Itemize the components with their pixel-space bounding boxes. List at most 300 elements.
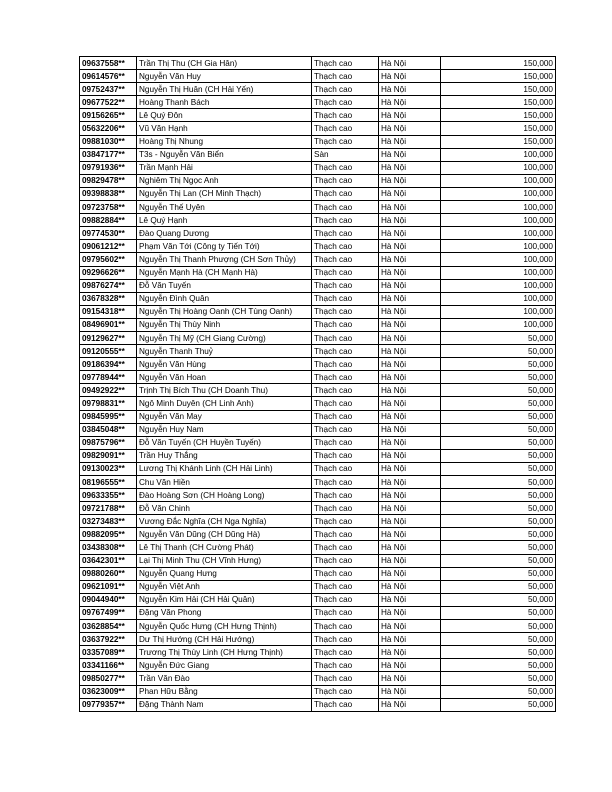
amount-cell: 100,000 [441, 292, 556, 305]
name-cell: Trần Thị Thu (CH Gia Hân) [137, 57, 312, 70]
table-row [80, 83, 556, 96]
city-cell: Hà Nội [379, 633, 441, 646]
phone-cell: 09614576** [80, 70, 137, 83]
table-row [80, 593, 556, 606]
amount-cell: 50,000 [441, 462, 556, 475]
amount-cell: 100,000 [441, 214, 556, 227]
name-cell: Nguyễn Thị Hoàng Oanh (CH Tùng Oanh) [137, 305, 312, 318]
table-row [80, 541, 556, 554]
table-row [80, 161, 556, 174]
city-cell: Hà Nội [379, 384, 441, 397]
amount-cell: 100,000 [441, 201, 556, 214]
city-cell: Hà Nội [379, 266, 441, 279]
table-row [80, 502, 556, 515]
name-cell: Nguyễn Việt Anh [137, 580, 312, 593]
amount-cell: 50,000 [441, 502, 556, 515]
phone-cell: 03623009** [80, 685, 137, 698]
phone-cell: 09876274** [80, 279, 137, 292]
product-cell: Thạch cao [312, 161, 379, 174]
product-cell: Thạch cao [312, 606, 379, 619]
amount-cell: 100,000 [441, 253, 556, 266]
city-cell: Hà Nội [379, 253, 441, 266]
amount-cell: 50,000 [441, 633, 556, 646]
product-cell: Thạch cao [312, 57, 379, 70]
city-cell: Hà Nội [379, 698, 441, 711]
amount-cell: 50,000 [441, 476, 556, 489]
amount-cell: 50,000 [441, 410, 556, 423]
product-cell: Thạch cao [312, 384, 379, 397]
table-row [80, 567, 556, 580]
city-cell: Hà Nội [379, 659, 441, 672]
name-cell: Dư Thị Hướng (CH Hải Hướng) [137, 633, 312, 646]
amount-cell: 50,000 [441, 449, 556, 462]
name-cell: Nguyễn Quốc Hưng (CH Hưng Thịnh) [137, 620, 312, 633]
table-row [80, 462, 556, 475]
product-cell: Thạch cao [312, 685, 379, 698]
product-cell: Thạch cao [312, 187, 379, 200]
table-row [80, 659, 556, 672]
product-cell: Thạch cao [312, 436, 379, 449]
product-cell: Thạch cao [312, 423, 379, 436]
phone-cell: 03273483** [80, 515, 137, 528]
city-cell: Hà Nội [379, 371, 441, 384]
amount-cell: 50,000 [441, 384, 556, 397]
phone-cell: 09637558** [80, 57, 137, 70]
name-cell: Nguyễn Văn Hoan [137, 371, 312, 384]
amount-cell: 50,000 [441, 358, 556, 371]
product-cell: Thạch cao [312, 371, 379, 384]
amount-cell: 50,000 [441, 371, 556, 384]
city-cell: Hà Nội [379, 135, 441, 148]
city-cell: Hà Nội [379, 57, 441, 70]
product-cell: Thạch cao [312, 331, 379, 344]
product-cell: Thạch cao [312, 214, 379, 227]
product-cell: Thạch cao [312, 345, 379, 358]
city-cell: Hà Nội [379, 436, 441, 449]
table-row [80, 580, 556, 593]
amount-cell: 100,000 [441, 266, 556, 279]
phone-cell: 09880260** [80, 567, 137, 580]
amount-cell: 50,000 [441, 646, 556, 659]
name-cell: Nguyễn Thị Lan (CH Minh Thạch) [137, 187, 312, 200]
table-row [80, 606, 556, 619]
name-cell: Ngô Minh Duyên (CH Linh Anh) [137, 397, 312, 410]
city-cell: Hà Nội [379, 462, 441, 475]
product-cell: Thạch cao [312, 358, 379, 371]
phone-cell: 09621091** [80, 580, 137, 593]
name-cell: Vũ Văn Hạnh [137, 122, 312, 135]
product-cell: Thạch cao [312, 580, 379, 593]
table-row [80, 358, 556, 371]
phone-cell: 09774530** [80, 227, 137, 240]
amount-cell: 100,000 [441, 318, 556, 331]
amount-cell: 150,000 [441, 135, 556, 148]
table-row [80, 305, 556, 318]
product-cell: Thạch cao [312, 528, 379, 541]
phone-cell: 09492922** [80, 384, 137, 397]
table-row [80, 109, 556, 122]
table-row [80, 633, 556, 646]
phone-cell: 09798831** [80, 397, 137, 410]
amount-cell: 50,000 [441, 489, 556, 502]
city-cell: Hà Nội [379, 476, 441, 489]
product-cell: Thạch cao [312, 659, 379, 672]
product-cell: Thạch cao [312, 266, 379, 279]
name-cell: Nguyễn Huy Nam [137, 423, 312, 436]
city-cell: Hà Nội [379, 227, 441, 240]
phone-cell: 03847177** [80, 148, 137, 161]
name-cell: Phan Hữu Bằng [137, 685, 312, 698]
table-row [80, 698, 556, 711]
name-cell: Đào Hoàng Sơn (CH Hoàng Long) [137, 489, 312, 502]
phone-cell: 05632206** [80, 122, 137, 135]
city-cell: Hà Nội [379, 240, 441, 253]
phone-cell: 08196555** [80, 476, 137, 489]
phone-cell: 09677522** [80, 96, 137, 109]
table-row [80, 148, 556, 161]
table-row [80, 70, 556, 83]
amount-cell: 50,000 [441, 345, 556, 358]
phone-cell: 03357089** [80, 646, 137, 659]
product-cell: Thạch cao [312, 70, 379, 83]
table-row [80, 489, 556, 502]
phone-cell: 09721788** [80, 502, 137, 515]
phone-cell: 03642301** [80, 554, 137, 567]
city-cell: Hà Nội [379, 554, 441, 567]
amount-cell: 50,000 [441, 685, 556, 698]
city-cell: Hà Nội [379, 358, 441, 371]
table-row [80, 122, 556, 135]
table-row [80, 135, 556, 148]
amount-cell: 150,000 [441, 57, 556, 70]
phone-cell: 09044940** [80, 593, 137, 606]
product-cell: Thạch cao [312, 515, 379, 528]
name-cell: Nguyễn Thị Thùy Ninh [137, 318, 312, 331]
name-cell: Hoàng Thanh Bách [137, 96, 312, 109]
name-cell: Trần Huy Thắng [137, 449, 312, 462]
phone-cell: 09120555** [80, 345, 137, 358]
amount-cell: 150,000 [441, 96, 556, 109]
city-cell: Hà Nội [379, 620, 441, 633]
phone-cell: 09130023** [80, 462, 137, 475]
table-row [80, 345, 556, 358]
name-cell: Đỗ Văn Chinh [137, 502, 312, 515]
table-row [80, 554, 556, 567]
amount-cell: 100,000 [441, 227, 556, 240]
city-cell: Hà Nội [379, 685, 441, 698]
product-cell: Thạch cao [312, 593, 379, 606]
name-cell: Trịnh Thị Bích Thu (CH Doanh Thu) [137, 384, 312, 397]
phone-cell: 09779357** [80, 698, 137, 711]
city-cell: Hà Nội [379, 70, 441, 83]
name-cell: Nguyễn Thị Mỹ (CH Giang Cường) [137, 331, 312, 344]
name-cell: Nguyễn Quang Hưng [137, 567, 312, 580]
city-cell: Hà Nội [379, 331, 441, 344]
product-cell: Thạch cao [312, 253, 379, 266]
table-row [80, 214, 556, 227]
table-row [80, 240, 556, 253]
product-cell: Thạch cao [312, 135, 379, 148]
amount-cell: 50,000 [441, 528, 556, 541]
table-row [80, 227, 556, 240]
amount-cell: 50,000 [441, 567, 556, 580]
table-row [80, 279, 556, 292]
amount-cell: 100,000 [441, 174, 556, 187]
product-cell: Thạch cao [312, 201, 379, 214]
product-cell: Thạch cao [312, 489, 379, 502]
table-row [80, 672, 556, 685]
name-cell: Nguyễn Thanh Thuỷ [137, 345, 312, 358]
city-cell: Hà Nội [379, 397, 441, 410]
table-row [80, 371, 556, 384]
table-row [80, 515, 556, 528]
phone-cell: 09398838** [80, 187, 137, 200]
phone-cell: 09795602** [80, 253, 137, 266]
phone-cell: 09850277** [80, 672, 137, 685]
phone-cell: 09829478** [80, 174, 137, 187]
product-cell: Thạch cao [312, 397, 379, 410]
recipients-table [79, 56, 556, 712]
product-cell: Thạch cao [312, 567, 379, 580]
table-row [80, 57, 556, 70]
phone-cell: 03845048** [80, 423, 137, 436]
name-cell: Hoàng Thị Nhung [137, 135, 312, 148]
product-cell: Thạch cao [312, 279, 379, 292]
city-cell: Hà Nội [379, 201, 441, 214]
name-cell: Chu Văn Hiền [137, 476, 312, 489]
city-cell: Hà Nội [379, 305, 441, 318]
amount-cell: 50,000 [441, 331, 556, 344]
name-cell: Đỗ Văn Tuyến [137, 279, 312, 292]
city-cell: Hà Nội [379, 148, 441, 161]
phone-cell: 03341166** [80, 659, 137, 672]
name-cell: Nguyễn Đức Giang [137, 659, 312, 672]
amount-cell: 50,000 [441, 423, 556, 436]
name-cell: Trần Văn Đào [137, 672, 312, 685]
phone-cell: 09723758** [80, 201, 137, 214]
city-cell: Hà Nội [379, 83, 441, 96]
name-cell: Lại Thị Minh Thu (CH Vĩnh Hưng) [137, 554, 312, 567]
city-cell: Hà Nội [379, 606, 441, 619]
amount-cell: 100,000 [441, 187, 556, 200]
city-cell: Hà Nội [379, 96, 441, 109]
name-cell: Nguyễn Mạnh Hà (CH Mạnh Hà) [137, 266, 312, 279]
table-row [80, 410, 556, 423]
product-cell: Thạch cao [312, 227, 379, 240]
phone-cell: 09882095** [80, 528, 137, 541]
name-cell: Lê Quý Đôn [137, 109, 312, 122]
amount-cell: 100,000 [441, 305, 556, 318]
phone-cell: 09633355** [80, 489, 137, 502]
name-cell: Nguyễn Đình Quân [137, 292, 312, 305]
phone-cell: 09061212** [80, 240, 137, 253]
amount-cell: 50,000 [441, 606, 556, 619]
amount-cell: 150,000 [441, 109, 556, 122]
phone-cell: 09829091** [80, 449, 137, 462]
amount-cell: 50,000 [441, 436, 556, 449]
table-row [80, 384, 556, 397]
name-cell: T3s - Nguyễn Văn Biển [137, 148, 312, 161]
amount-cell: 50,000 [441, 659, 556, 672]
table-body [80, 57, 556, 712]
product-cell: Thạch cao [312, 318, 379, 331]
amount-cell: 150,000 [441, 70, 556, 83]
product-cell: Thạch cao [312, 698, 379, 711]
phone-cell: 09882884** [80, 214, 137, 227]
city-cell: Hà Nội [379, 502, 441, 515]
name-cell: Nghiêm Thị Ngọc Anh [137, 174, 312, 187]
city-cell: Hà Nội [379, 567, 441, 580]
amount-cell: 50,000 [441, 672, 556, 685]
product-cell: Thạch cao [312, 292, 379, 305]
table-row [80, 96, 556, 109]
phone-cell: 09752437** [80, 83, 137, 96]
amount-cell: 50,000 [441, 580, 556, 593]
phone-cell: 09156265** [80, 109, 137, 122]
name-cell: Nguyễn Thị Huân (CH Hải Yến) [137, 83, 312, 96]
table-row [80, 253, 556, 266]
phone-cell: 03678328** [80, 292, 137, 305]
phone-cell: 09791936** [80, 161, 137, 174]
name-cell: Phạm Văn Tới (Công ty Tiến Tới) [137, 240, 312, 253]
product-cell: Thạch cao [312, 122, 379, 135]
name-cell: Nguyễn Thế Uyên [137, 201, 312, 214]
name-cell: Nguyễn Thị Thanh Phượng (CH Sơn Thủy) [137, 253, 312, 266]
table-row [80, 201, 556, 214]
name-cell: Lương Thị Khánh Linh (CH Hải Linh) [137, 462, 312, 475]
amount-cell: 50,000 [441, 541, 556, 554]
city-cell: Hà Nội [379, 528, 441, 541]
table-row [80, 331, 556, 344]
table-row [80, 174, 556, 187]
city-cell: Hà Nội [379, 489, 441, 502]
city-cell: Hà Nội [379, 214, 441, 227]
name-cell: Đặng Thành Nam [137, 698, 312, 711]
city-cell: Hà Nội [379, 580, 441, 593]
amount-cell: 100,000 [441, 240, 556, 253]
table-row [80, 397, 556, 410]
phone-cell: 03637922** [80, 633, 137, 646]
phone-cell: 09186394** [80, 358, 137, 371]
table-row [80, 476, 556, 489]
product-cell: Thạch cao [312, 541, 379, 554]
phone-cell: 09154318** [80, 305, 137, 318]
city-cell: Hà Nội [379, 161, 441, 174]
phone-cell: 09875796** [80, 436, 137, 449]
amount-cell: 50,000 [441, 593, 556, 606]
amount-cell: 100,000 [441, 148, 556, 161]
table-row [80, 449, 556, 462]
city-cell: Hà Nội [379, 174, 441, 187]
table-row [80, 528, 556, 541]
phone-cell: 09767499** [80, 606, 137, 619]
city-cell: Hà Nội [379, 345, 441, 358]
product-cell: Thạch cao [312, 240, 379, 253]
amount-cell: 150,000 [441, 83, 556, 96]
product-cell: Thạch cao [312, 554, 379, 567]
product-cell: Thạch cao [312, 305, 379, 318]
product-cell: Thạch cao [312, 633, 379, 646]
amount-cell: 50,000 [441, 397, 556, 410]
name-cell: Nguyễn Văn Hùng [137, 358, 312, 371]
name-cell: Đặng Văn Phong [137, 606, 312, 619]
phone-cell: 09296626** [80, 266, 137, 279]
amount-cell: 50,000 [441, 554, 556, 567]
product-cell: Thạch cao [312, 476, 379, 489]
amount-cell: 100,000 [441, 161, 556, 174]
phone-cell: 08496901** [80, 318, 137, 331]
product-cell: Thạch cao [312, 83, 379, 96]
city-cell: Hà Nội [379, 515, 441, 528]
city-cell: Hà Nội [379, 187, 441, 200]
product-cell: Thạch cao [312, 502, 379, 515]
name-cell: Đỗ Văn Tuyến (CH Huyền Tuyến) [137, 436, 312, 449]
product-cell: Thạch cao [312, 672, 379, 685]
table-row [80, 620, 556, 633]
amount-cell: 50,000 [441, 515, 556, 528]
name-cell: Trương Thị Thùy Linh (CH Hưng Thịnh) [137, 646, 312, 659]
table-row [80, 685, 556, 698]
amount-cell: 50,000 [441, 620, 556, 633]
name-cell: Nguyễn Văn May [137, 410, 312, 423]
table-row [80, 646, 556, 659]
amount-cell: 50,000 [441, 698, 556, 711]
city-cell: Hà Nội [379, 122, 441, 135]
phone-cell: 09129627** [80, 331, 137, 344]
phone-cell: 03438308** [80, 541, 137, 554]
table-row [80, 423, 556, 436]
city-cell: Hà Nội [379, 279, 441, 292]
city-cell: Hà Nội [379, 593, 441, 606]
phone-cell: 03628854** [80, 620, 137, 633]
product-cell: Thạch cao [312, 96, 379, 109]
name-cell: Đào Quang Dương [137, 227, 312, 240]
name-cell: Vương Đắc Nghĩa (CH Nga Nghĩa) [137, 515, 312, 528]
table-row [80, 292, 556, 305]
name-cell: Lê Quý Hạnh [137, 214, 312, 227]
city-cell: Hà Nội [379, 292, 441, 305]
table-row [80, 436, 556, 449]
city-cell: Hà Nội [379, 423, 441, 436]
product-cell: Thạch cao [312, 620, 379, 633]
product-cell: Thạch cao [312, 109, 379, 122]
city-cell: Hà Nội [379, 410, 441, 423]
phone-cell: 09778944** [80, 371, 137, 384]
city-cell: Hà Nội [379, 318, 441, 331]
city-cell: Hà Nội [379, 672, 441, 685]
table-row [80, 266, 556, 279]
phone-cell: 09845995** [80, 410, 137, 423]
phone-cell: 09881030** [80, 135, 137, 148]
city-cell: Hà Nội [379, 541, 441, 554]
product-cell: Thạch cao [312, 410, 379, 423]
name-cell: Nguyễn Văn Dũng (CH Dũng Hà) [137, 528, 312, 541]
product-cell: Thạch cao [312, 646, 379, 659]
product-cell: Thạch cao [312, 174, 379, 187]
amount-cell: 100,000 [441, 279, 556, 292]
product-cell: Thạch cao [312, 449, 379, 462]
product-cell: Sàn [312, 148, 379, 161]
name-cell: Trần Mạnh Hải [137, 161, 312, 174]
name-cell: Nguyễn Văn Huy [137, 70, 312, 83]
table-row [80, 318, 556, 331]
product-cell: Thạch cao [312, 462, 379, 475]
amount-cell: 150,000 [441, 122, 556, 135]
name-cell: Nguyễn Kim Hải (CH Hải Quân) [137, 593, 312, 606]
city-cell: Hà Nội [379, 449, 441, 462]
city-cell: Hà Nội [379, 646, 441, 659]
city-cell: Hà Nội [379, 109, 441, 122]
